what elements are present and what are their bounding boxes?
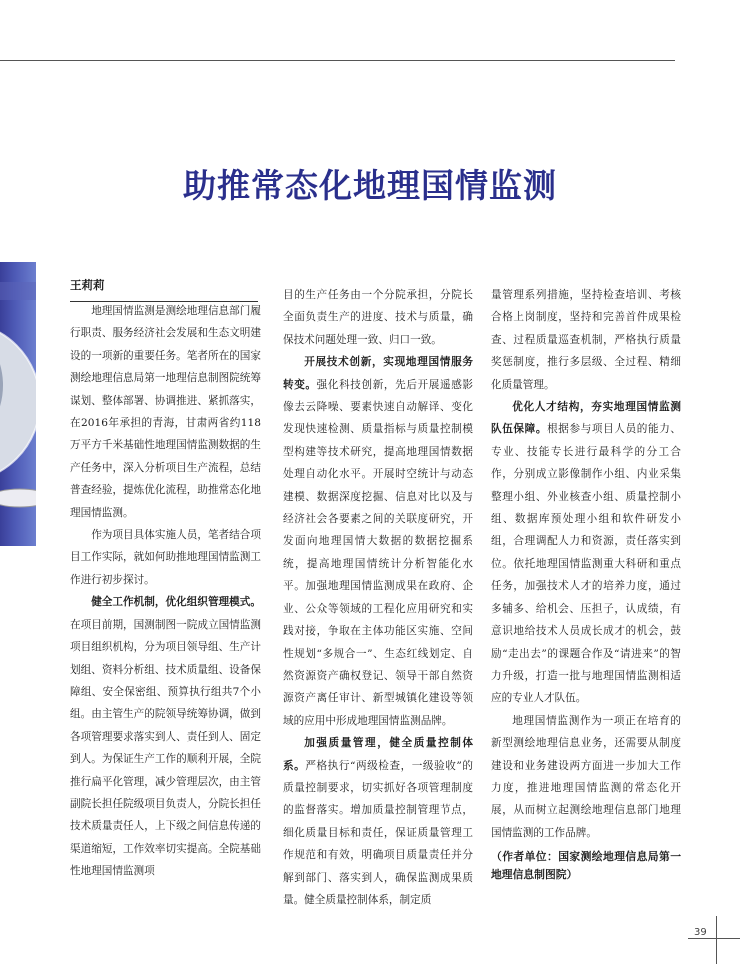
paragraph: 地理国情监测作为一项正在培育的新型测绘地理信息业务，还需要从制度建设和业务建设两方面进一步加大工作力度，推进地理国情监测的常态化开展，从而树立起测绘地理信息部门地理国情监测的工作品牌。	[491, 714, 681, 839]
paragraph: 加强质量管理，健全质量控制体系。严格执行“两级检查，一级验收”的质量控制要求，切实抓好各项管理制度的监督落实。增加质量控制管理节点，细化质量目标和责任，保证质量管理工作规范和有效，明确项目质量责任并分解到部门、落实到人，确保监测成果质量。健全质量控制体系，制定质	[283, 737, 473, 906]
paragraph: 作为项目具体实施人员，笔者结合项目工作实际，就如何助推地理国情监测工作进行初步探讨。	[70, 529, 261, 586]
globe-illustration	[0, 262, 36, 546]
section-heading: 优化人才结构，夯实地理国情监测队伍保障。	[491, 401, 681, 436]
paragraph: 目的生产任务由一个分院承担，分院长全面负责生产的进度、技术与质量，确保技术问题处理一致、归口一致。	[283, 289, 473, 346]
page-number-rule-vertical	[716, 916, 717, 964]
paragraph: 健全工作机制，优化组织管理模式。在项目前期，国测制图一院成立国情监测项目组织机构，分为项目领导组、生产计划组、资料分析组、技术质量组、设备保障组、安全保密组、预算执行组共7个小组。由主管生产的院领导统筹协调，做到各项管理要求落实到人、责任到人、固定到人。为保证生产工作的顺利开展，全院推行扁平化管理，减少管理层次，由主管副院长担任院级项目负责人，分院长担任技术质量责任人，上下级之间信息传递的渠道缩短，工作效率切实提高。全院基础性地理国情监测项	[70, 596, 261, 878]
page-number-rule-horizontal	[688, 938, 740, 939]
section-heading: 开展技术创新，实现地理国情服务转变。	[283, 356, 473, 391]
column-3	[491, 284, 681, 884]
page-number: 39	[694, 927, 707, 938]
paragraph: 优化人才结构，夯实地理国情监测队伍保障。根据参与项目人员的能力、专业、技能专长进行最科学的分工合作，分别成立影像制作小组、内业采集整理小组、外业核查小组、质量控制小组、数据库预处理小组和软件研发小组，合理调配人力和资源，责任落实到位。依托地理国情监测重大科研和重点任务，加强技术人才的培养力度，通过多辅多、给机会、压担子，认成绩，有意识地给技术人员成长成才的机会，鼓励“走出去”的课题合作及“请进来”的智力升级，打造一批与地理国情监测相适应的专业人才队伍。	[491, 401, 682, 705]
column-1	[70, 300, 261, 883]
paragraph: 量管理系列措施，坚持检查培训、考核合格上岗制度，坚持和完善首件成果检查、过程质量巡查机制，严格执行质量奖惩制度，推行多层级、全过程、精细化质量管理。	[491, 289, 681, 391]
section-heading: 健全工作机制，优化组织管理模式。	[91, 596, 261, 609]
article-title: 助推常态化地理国情监测	[183, 166, 557, 205]
author-name: 王莉莉	[70, 277, 258, 302]
header-rule	[0, 60, 675, 61]
column-2	[283, 284, 473, 911]
author-affiliation: （作者单位：国家测绘地理信息局第一地理信息制图院）	[491, 850, 681, 882]
section-heading: 加强质量管理，健全质量控制体系。	[283, 737, 473, 772]
paragraph: 地理国情监测是测绘地理信息部门履行职责、服务经济社会发展和生态文明建设的一项新的重要任务。笔者所在的国家测绘地理信息局第一地理信息制图院统筹谋划、整体部署、协调推进、紧抓落实，在2016年承担的青海，甘肃两省约118万平方千米基础性地理国情监测数据的生产任务中，深入分析项目生产流程，总结普查经验，提炼优化流程，助推常态化地理国情监测。	[70, 305, 261, 519]
paragraph: 开展技术创新，实现地理国情服务转变。强化科技创新，先后开展遥感影像去云降噪、要素快速自动解译、变化发现快速检测、质量指标与质量控制模型构建等技术研究，提高地理国情数据处理自动化水平。开展时空统计与动态建模、数据深度挖掘、信息对比以及与经济社会各要素之间的关联度研究，开发面向地理国情大数据的数据挖掘系统，提高地理国情统计分析智能化水平。加强地理国情监测成果在政府、企业、公众等领域的工程化应用研究和实践对接，争取在主体功能区实施、空间性规划“多规合一”、生态红线划定、自然资源资产确权登记、领导干部自然资源资产离任审计、新型城镇化建设等领域的应用中形成地理国情监测品牌。	[283, 356, 474, 727]
